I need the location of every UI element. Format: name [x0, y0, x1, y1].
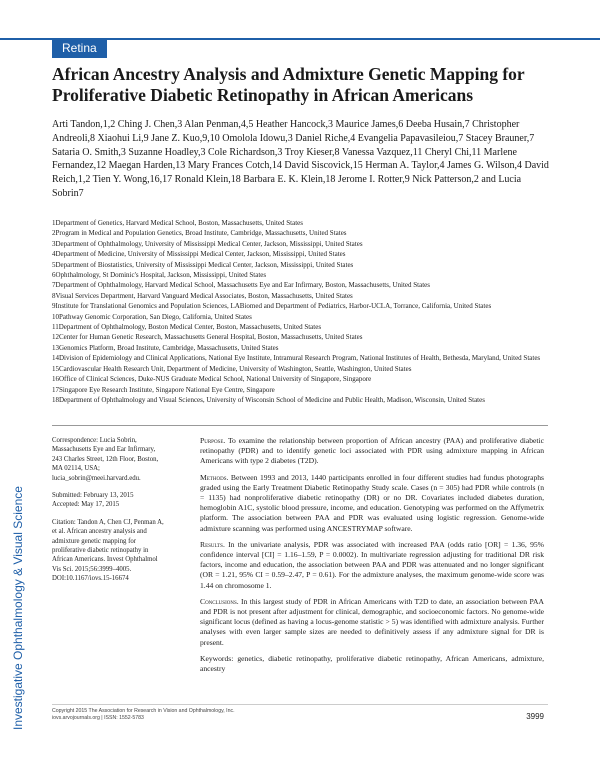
- affiliation-item: 18Department of Ophthalmology and Visual Sciences, University of Wisconsin School of Medicine and Public Health, Madison, Wisconsin, United States: [52, 395, 485, 404]
- affiliation-item: 11Department of Ophthalmology, Boston Medical Center, Boston, Massachusetts, United States: [52, 323, 322, 332]
- affiliation-item: 13Genomics Platform, Broad Institute, Cambridge, Massachusetts, United States: [52, 343, 279, 352]
- purpose-heading: Purpose.: [200, 436, 226, 445]
- results-heading: Results.: [200, 539, 225, 549]
- abstract: [200, 436, 544, 680]
- dates: [52, 491, 164, 510]
- conclusions-heading: Conclusions.: [200, 596, 239, 606]
- page-number: 3999: [526, 712, 544, 721]
- author-list: Arti Tandon,1,2 Ching J. Chen,3 Alan Penman,4,5 Heather Hancock,3 Maurice James,6 Deeba Husain,7 Christopher Andreoli,8 Xiaohui Li,9 Jane Z. Kuo,9,10 Omolola Idowu,3 Daniel Riche,4 Evangelia Papavasileiou,7 Stacey Brauner,7 Sataria O. Smith,3 Suzanne Hoadley,3 Cole Richardson,3 Troy Kieser,8 Vanessa Vazquez,11 Cheryl Chi,11 Marlene Fernandez,12 Maegan Harden,13 Mary Frances Cotch,14 David Siscovick,15 Herman A. Taylor,4 James G. Wilson,4 David Reich,1,2 Tien Y. Wong,16,17 Ronald Klein,18 Barbara E. K. Klein,18 Jerome I. Rotter,9 Nick Patterson,2 and Lucia Sobrin7: [52, 119, 549, 199]
- affiliation-item: 16Office of Clinical Sciences, Duke-NUS Graduate Medical School, National University of Singapore, Singapore: [52, 375, 372, 384]
- affiliation-list: [52, 218, 552, 405]
- abstract-results: [200, 540, 544, 591]
- section-tag: Retina: [52, 38, 107, 58]
- keywords: [200, 654, 544, 674]
- keywords-label: Keywords:: [200, 653, 234, 663]
- section-divider: [52, 425, 548, 426]
- affiliation-item: 9Institute for Translational Genomics and Population Sciences, LABiomed and Department of Pediatrics, Harbor-UCLA, Torrance, California, United States: [52, 302, 492, 311]
- affiliation-item: 6Ophthalmology, St Dominic's Hospital, Jackson, Mississippi, United States: [52, 271, 267, 280]
- copyright: Copyright 2015 The Association for Research in Vision and Ophthalmology, Inc.: [52, 708, 235, 714]
- affiliation-item: 3Department of Ophthalmology, University of Mississippi Medical Center, Jackson, Mississippi, United States: [52, 239, 363, 248]
- methods-heading: Methods.: [200, 472, 229, 482]
- submitted-date: Submitted: February 13, 2015: [52, 492, 134, 500]
- journal-side-label: Investigative Ophthalmology & Visual Science: [11, 486, 25, 730]
- purpose-text: To examine the relationship between proportion of African ancestry (PAA) and proliferative diabetic retinopathy (PDR) and to identify genetic loci associated with PDR using admixture mapping in African Americans with type 2 diabetes (T2D).: [200, 436, 544, 466]
- affiliation-item: 1Department of Genetics, Harvard Medical School, Boston, Massachusetts, United States: [52, 219, 303, 227]
- accepted-date: Accepted: May 17, 2015: [52, 501, 120, 509]
- citation: Citation: Tandon A, Chen CJ, Penman A, et al. African ancestry analysis and admixture genetic mapping for proliferative diabetic retinopathy in African Americans. Invest Ophthalmol Vis Sci. 2015;56:3999–4005. DOI:10.1167/iovs.15-16674: [52, 518, 164, 583]
- abstract-conclusions: [200, 597, 544, 648]
- affiliation-item: 15Cardiovascular Health Research Unit, Department of Medicine, University of Washington, Seattle, Washington, United States: [52, 364, 412, 373]
- affiliation-item: 7Department of Ophthalmology, Harvard Medical School, Massachusetts Eye and Ear Infirmary, Boston, Massachusetts, United States: [52, 281, 430, 290]
- article-info-column: [52, 436, 164, 592]
- article-title: African Ancestry Analysis and Admixture Genetic Mapping for Proliferative Diabetic Retinopathy in African Americans: [52, 64, 525, 105]
- keywords-text: genetics, diabetic retinopathy, proliferative diabetic retinopathy, African Americans, admixture, ancestry: [200, 653, 544, 674]
- correspondence: Correspondence: Lucia Sobrin, Massachusetts Eye and Ear Infirmary, 243 Charles Street, 12th Floor, Boston, MA 02114, USA; lucia_sobrin@meei.harvard.edu.: [52, 437, 159, 482]
- conclusions-text: In this largest study of PDR in African Americans with T2D to date, an association between PAA and PDR is not present after adjustment for clinical, demographic, and socioeconomic factors. No genome-wide significant locus (defined as having a locus-genome statistic > 5) was identified with admixture analysis. Further analyses with even larger sample sizes are needed to definitively assess if any admixture signal for DR is present.: [200, 596, 544, 647]
- affiliation-item: 10Pathway Genomic Corporation, San Diego, California, United States: [52, 312, 252, 321]
- affiliation-item: 14Division of Epidemiology and Clinical Applications, National Eye Institute, Intramural Research Program, National Institutes of Health, Bethesda, Maryland, United States: [52, 354, 541, 363]
- footer: [52, 708, 352, 723]
- affiliation-item: 17Singapore Eye Research Institute, Singapore National Eye Centre, Singapore: [52, 385, 275, 394]
- methods-text: Between 1993 and 2013, 1440 participants enrolled in four different studies had fundus photographs graded using the Early Treatment Diabetic Retinopathy Study scale. Cases (n = 305) had PDR while controls (n = 1135) had nonproliferative diabetic retinopathy (DR) or no DR. Covariates included diabetes duration, hemoglobin A1C, systolic blood pressure, income, and education. Genotyping was performed on the Affymetrix platform. The association between PAA and PDR was evaluated using logistic regression. Genome-wide admixture scanning was performed using ANCESTRYMAP software.: [200, 472, 544, 533]
- footer-rule: [52, 704, 548, 705]
- abstract-methods: [200, 473, 544, 534]
- affiliation-item: 8Visual Services Department, Harvard Vanguard Medical Associates, Boston, Massachusetts, United States: [52, 291, 353, 300]
- affiliation-item: 12Center for Human Genetic Research, Massachusetts General Hospital, Boston, Massachusetts, United States: [52, 333, 363, 342]
- results-text: In the univariate analysis, PDR was associated with increased PAA (odds ratio [OR] = 1.36, 95% confidence interval [CI] = 1.16–1.59, P = 0.0002). In multivariate regression adjusting for traditional DR risk factors, income and education, the association between PAA and PDR was attenuated and no longer significant (OR = 1.21, 95% CI = 0.59–2.47, P = 0.61). For the admixture analyses, the maximum genome-wide score was 1.44 on chromosome 1.: [200, 539, 544, 590]
- affiliation-item: 4Department of Medicine, University of Mississippi Medical Center, Jackson, Mississippi, United States: [52, 250, 346, 259]
- affiliation-item: 2Program in Medical and Population Genetics, Broad Institute, Cambridge, Massachusetts, United States: [52, 229, 347, 238]
- abstract-purpose: [200, 436, 544, 467]
- issn: iovs.arvojournals.org | ISSN: 1552-5783: [52, 715, 144, 722]
- affiliation-item: 5Department of Biostatistics, University of Mississippi Medical Center, Jackson, Mississippi, United States: [52, 260, 354, 269]
